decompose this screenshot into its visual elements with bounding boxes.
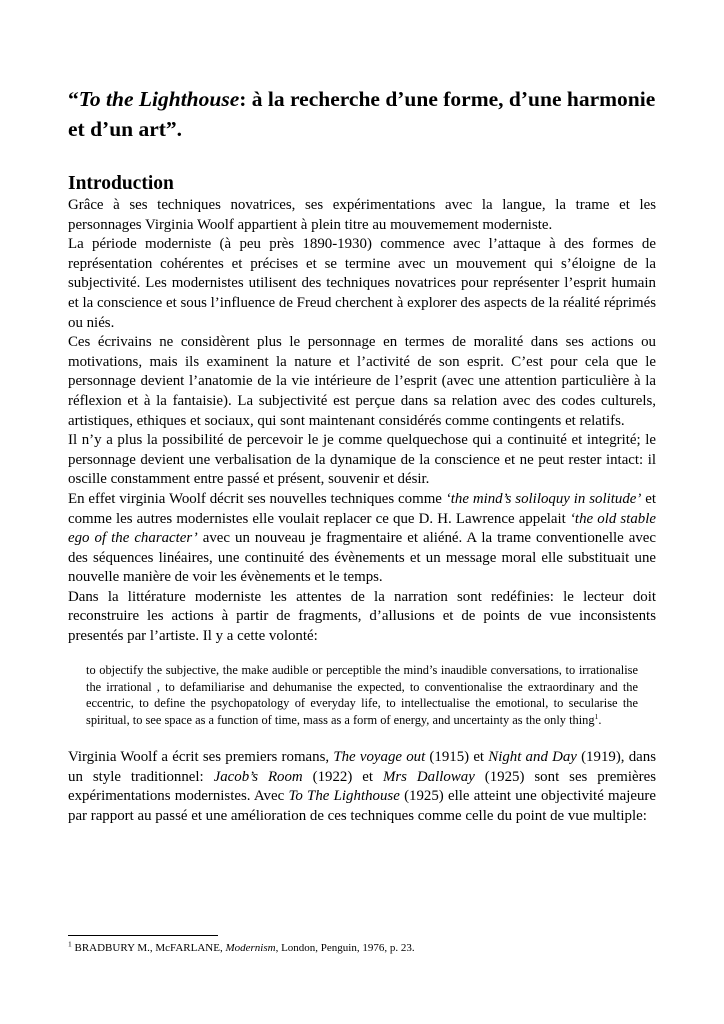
footnote: $^1$ BRADBURY M., McFARLANE, Modernism, London, Penguin, 1976, p. 23. — [68, 939, 415, 954]
paragraph-7: Virginia Woolf a écrit ses premiers romans, The voyage out (1915) et Night and Day (1919), dans un style traditionnel: Jacob’s Room (1922) et Mrs Dalloway (1925) sont ses premières expérimentations modernistes. Avec To The Lighthouse (1925) elle atteint une objectivité majeure par rapport au passé et une amélioration de ces techniques comme celle du point de vue multiple: — [68, 749, 657, 825]
paragraph-5: En effet virginia Woolf décrit ses nouvelles techniques comme ‘the mind’s soliloquy in solitude’ et comme les autres modernistes elle voulait replacer ce que D. H. Lawrence appelait ‘the old stable ego of the character’ avec un nouveau je fragmentaire et aliéné. A la trame conventionelle avec des séquences linéaires, une continuité des évènements et un message moral elle substituait une nouvelle manière de voir les évènements et le temps. — [68, 490, 656, 586]
paragraph-6: Dans la littérature moderniste les attentes de la narration sont redéfinies: le lecteur doit reconstruire les actions à partir de fragments, d’allusions et de points de vue inconsistents presentés par l’artiste. Il y a cette volonté: — [68, 588, 656, 645]
section-heading-introduction: Introduction — [68, 173, 174, 194]
footnote-separator — [68, 935, 218, 936]
document-title — [68, 84, 656, 144]
title-italic: To the Lighthouse — [78, 87, 240, 111]
title-rest: : à la recherche d’une forme, d’une harmonie et d’un art”. — [68, 87, 656, 141]
footnote-ref[interactable]: 1 — [594, 712, 599, 722]
title-open-quote: “ — [68, 87, 79, 111]
paragraph-4: Il n’y a plus la possibilité de percevoir le je comme quelquechose qui a continuité et integrité; le personnage devient une verbalisation de la dynamique de la conscience et ne peut rester intact: il oscille constamment entre passé et présent, souvenir et désir. — [68, 432, 656, 488]
document-page — [68, 84, 656, 827]
block-quote: to objectify the subjective, the make audible or perceptible the mind’s inaudible conversations, to irrationalise the irrational , to defamiliarise and dehumanise the expected, to conventionalise the extraordinary and the eccentric, to define the psychopatology of everyday life, to intellectualise the emotional, to secularise the spiritual, to see space as a function of time, mass as a form of energy, and uncertainty as the only thing$^1$. — [86, 662, 638, 728]
paragraph-3: Ces écrivains ne considèrent plus le personnage en termes de moralité dans ses actions ou motivations, mais ils examinent la nature et l’activité de son esprit. C’est pour cela que le personnage devient l’anatomie de la vie intérieure de l’esprit (avec une attention particulière à la réflexion et à la fantaisie). La subjectivité est perçue dans sa relation avec des codes culturels, artistiques, ethiques et sociaux, qui sont maintenant considérés comme contingents et relatifs. — [68, 334, 656, 429]
paragraph-1: Grâce à ses techniques novatrices, ses expérimentations avec la langue, la trame et les personnages Virginia Woolf appartient à plein titre au mouvemement moderniste. — [68, 197, 656, 233]
paragraph-2: La période moderniste (à peu près 1890-1930) commence avec l’attaque à des formes de représentation cohérentes et précises et se termine avec un mouvement qui s’éloigne de la subjectivité. Les modernistes utilisent des techniques novatrices pour représenter l’esprit humain et la conscience et sous l’influence de Freud cherchent à explorer des aspects de la réalité réprimés ou niés. — [68, 236, 656, 331]
